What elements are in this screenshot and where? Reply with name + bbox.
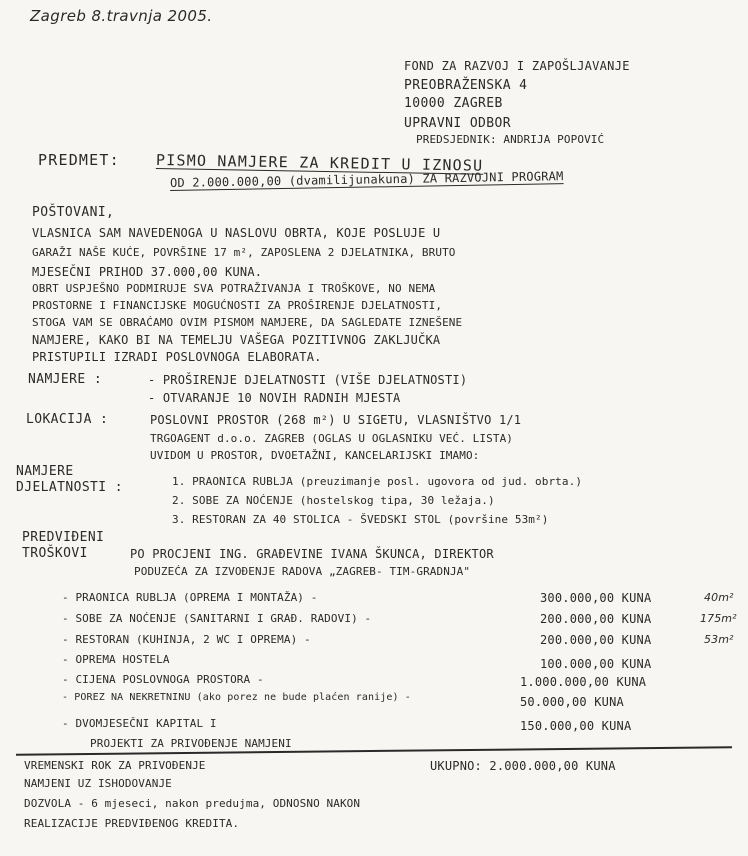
paragraph-1-line-1: VLASNICA SAM NAVEDENOGA U NASLOVU OBRTA, KOJE POSLUJE U bbox=[32, 226, 441, 240]
paragraph-1-line-2: GARAŽI NAŠE KUĆE, POVRŠINE 17 m², ZAPOSLENA 2 DJELATNIKA, BRUTO bbox=[32, 246, 456, 259]
timeline-line-1: VREMENSKI ROK ZA PRIVOĐENJE bbox=[24, 759, 206, 772]
activity-item-2: 2. SOBE ZA NOĆENJE (hostelskog tipa, 30 ležaja.) bbox=[172, 494, 495, 507]
paragraph-2-line-4: NAMJERE, KAKO BI NA TEMELJU VAŠEGA POZITIVNOG ZAKLJUČKA bbox=[32, 333, 441, 347]
recipient-line-2: PREOBRAŽENSKA 4 bbox=[404, 78, 528, 93]
cost-item-5-amount: 1.000.000,00 KUNA bbox=[520, 675, 647, 689]
costs-intro-2: PODUZEĆA ZA IZVOĐENJE RADOVA „ZAGREB- TIM-GRADNJA" bbox=[134, 565, 471, 578]
paragraph-2-line-1: OBRT USPJEŠNO PODMIRUJE SVA POTRAŽIVANJA I TROŠKOVE, NO NEMA bbox=[32, 282, 436, 295]
cost-item-4-label: - OPREMA HOSTELA bbox=[62, 653, 170, 666]
intention-item-1: - PROŠIRENJE DJELATNOSTI (VIŠE DJELATNOSTI) bbox=[148, 373, 468, 387]
activity-item-1: 1. PRAONICA RUBLJA (preuzimanje posl. ugovora od jud. obrta.) bbox=[172, 475, 583, 488]
cost-item-3-amount: 200.000,00 KUNA bbox=[540, 633, 652, 647]
intention-item-2: - OTVARANJE 10 NOVIH RADNIH MJESTA bbox=[148, 391, 401, 405]
cost-item-6-amount: 50.000,00 KUNA bbox=[520, 695, 624, 709]
cost-item-1-amount: 300.000,00 KUNA bbox=[540, 591, 652, 605]
intentions-label: NAMJERE : bbox=[28, 372, 103, 387]
cost-item-7-amount: 150.000,00 KUNA bbox=[520, 719, 632, 733]
cost-item-2-label: - SOBE ZA NOĆENJE (SANITARNI I GRAĐ. RADOVI) - bbox=[62, 612, 372, 625]
costs-intro-1: PO PROCJENI ING. GRAĐEVINE IVANA ŠKUNCA, DIREKTOR bbox=[130, 547, 494, 561]
paragraph-1-line-3: MJESEČNI PRIHOD 37.000,00 KUNA. bbox=[32, 265, 263, 279]
location-label: LOKACIJA : bbox=[26, 412, 109, 427]
activity-item-3: 3. RESTORAN ZA 40 STOLICA - ŠVEDSKI STOL (površine 53m²) bbox=[172, 513, 549, 526]
cost-item-1-label: - PRAONICA RUBLJA (OPREMA I MONTAŽA) - bbox=[62, 591, 318, 604]
subject-label: PREDMET: bbox=[38, 151, 120, 169]
activities-label-1: NAMJERE bbox=[16, 464, 74, 479]
cost-item-6-label: - POREZ NA NEKRETNINU (ako porez ne bude plaćen ranije) - bbox=[62, 692, 411, 703]
cost-item-3-note: 53m² bbox=[704, 633, 734, 646]
subject-line-2: OD 2.000.000,00 (dvamilijunakuna) ZA RAZVOJNI PROGRAM bbox=[169, 169, 564, 190]
paragraph-2-line-3: STOGA VAM SE OBRAĆAMO OVIM PISMOM NAMJERE, DA SAGLEDATE IZNEŠENE bbox=[32, 316, 463, 329]
costs-projects: PROJEKTI ZA PRIVOĐENJE NAMJENI bbox=[90, 737, 292, 750]
timeline-line-2: NAMJENI UZ ISHODOVANJE bbox=[24, 777, 172, 790]
cost-item-4-amount: 100.000,00 KUNA bbox=[540, 657, 652, 671]
recipient-line-4: UPRAVNI ODBOR bbox=[404, 116, 511, 131]
cost-item-2-note: 175m² bbox=[700, 612, 737, 625]
paragraph-2-line-5: PRISTUPILI IZRADI POSLOVNOGA ELABORATA. bbox=[32, 350, 322, 364]
recipient-line-5: PREDSJEDNIK: ANDRIJA POPOVIĆ bbox=[416, 133, 605, 146]
cost-item-7-label: - DVOMJESEČNI KAPITAL I bbox=[62, 717, 217, 730]
cost-item-3-label: - RESTORAN (KUHINJA, 2 WC I OPREMA) - bbox=[62, 633, 311, 646]
paragraph-2-line-2: PROSTORNE I FINANCIJSKE MOGUĆNOSTI ZA PROŠIRENJE DJELATNOSTI, bbox=[32, 299, 443, 312]
timeline-line-3: DOZVOLA - 6 mjeseci, nakon predujma, ODNOSNO NAKON bbox=[24, 797, 361, 810]
location-line-3: UVIDOM U PROSTOR, DVOETAŽNI, KANCELARIJSKI IMAMO: bbox=[150, 449, 480, 462]
location-line-1: POSLOVNI PROSTOR (268 m²) U SIGETU, VLASNIŠTVO 1/1 bbox=[150, 413, 522, 427]
subject-line-1: PISMO NAMJERE ZA KREDIT U IZNOSU bbox=[155, 151, 484, 175]
costs-label-1: PREDVIĐENI bbox=[22, 530, 105, 545]
costs-total: UKUPNO: 2.000.000,00 KUNA bbox=[430, 759, 616, 773]
recipient-line-1: FOND ZA RAZVOJ I ZAPOŠLJAVANJE bbox=[404, 59, 630, 73]
activities-label-2: DJELATNOSTI : bbox=[16, 480, 123, 495]
costs-label-2: TROŠKOVI bbox=[22, 546, 88, 561]
greeting: POŠTOVANI, bbox=[32, 205, 115, 220]
recipient-line-3: 10000 ZAGREB bbox=[404, 96, 503, 111]
cost-item-2-amount: 200.000,00 KUNA bbox=[540, 612, 652, 626]
cost-item-5-label: - CIJENA POSLOVNOGA PROSTORA - bbox=[62, 673, 264, 686]
location-line-2: TRGOAGENT d.o.o. ZAGREB (OGLAS U OGLASNIKU VEĆ. LISTA) bbox=[150, 432, 514, 445]
cost-item-1-note: 40m² bbox=[704, 591, 734, 604]
letter-date: Zagreb 8.travnja 2005. bbox=[30, 7, 213, 25]
timeline-line-4: REALIZACIJE PREDVIĐENOG KREDITA. bbox=[24, 817, 240, 830]
